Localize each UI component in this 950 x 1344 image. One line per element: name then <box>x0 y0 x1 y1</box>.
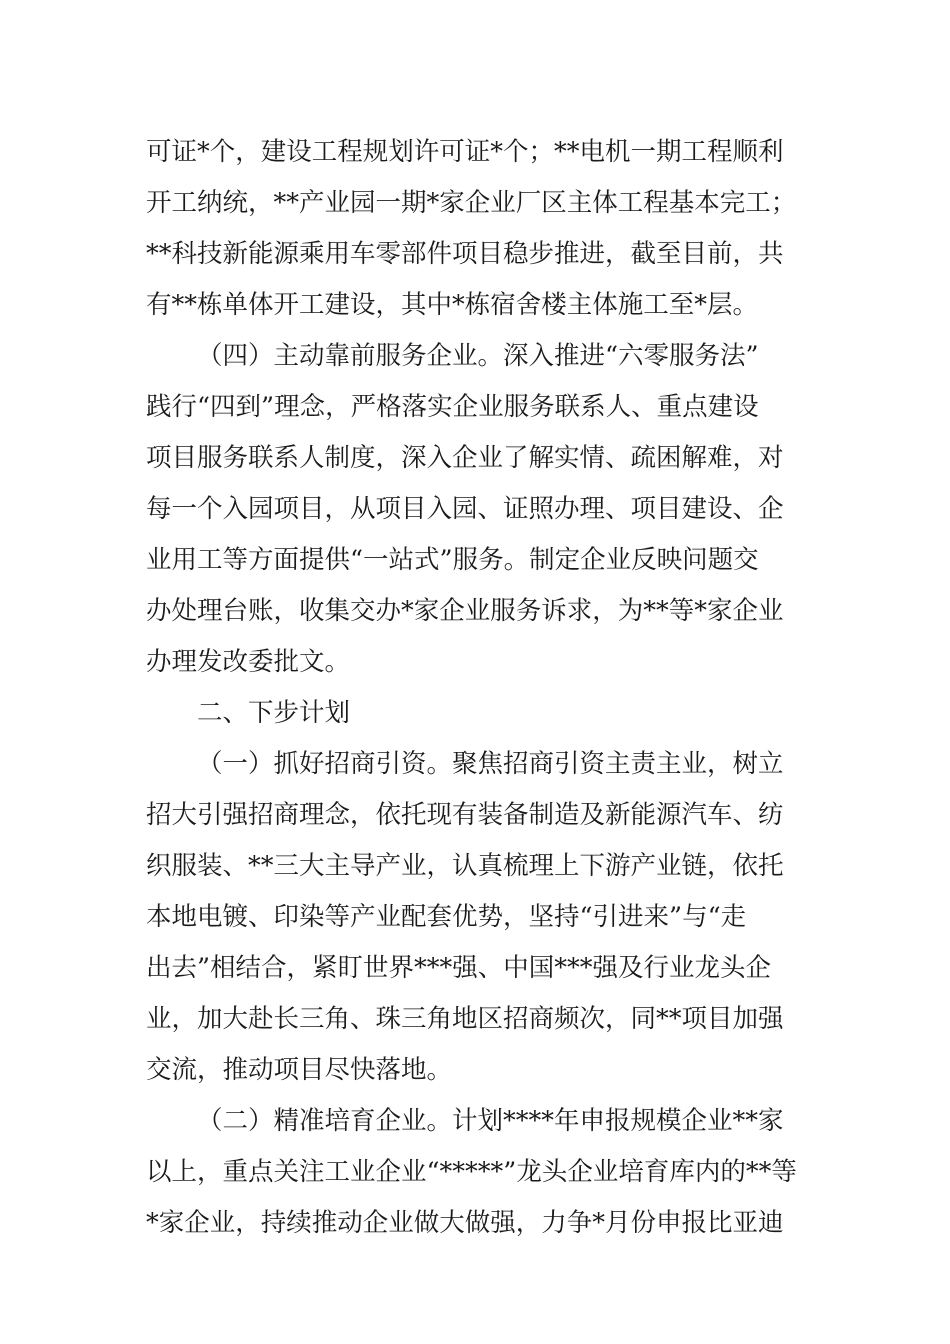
text-line: 业，加大赴长三角、珠三角地区招商频次，同**项目加强 <box>146 1004 784 1034</box>
section-heading-4: （四）主动靠前服务企业。深入推进“六零服务法” <box>197 341 759 371</box>
text-line: 织服装、**三大主导产业，认真梳理上下游产业链，依托 <box>146 851 784 881</box>
text-line: 交流，推动项目尽快落地。 <box>146 1055 453 1085</box>
text-line: 有**栋单体开工建设，其中*栋宿舍楼主体施工至*层。 <box>146 290 759 320</box>
text-line: 每一个入园项目，从项目入园、证照办理、项目建设、企 <box>146 494 784 524</box>
subsection-heading-2: （二）精准培育企业。计划****年申报规模企业**家 <box>197 1106 784 1136</box>
text-line: 以上，重点关注工业企业“*****”龙头企业培育库内的**等 <box>146 1157 797 1187</box>
text-line: 业用工等方面提供“一站式”服务。制定企业反映问题交 <box>146 545 759 575</box>
text-line: 可证*个，建设工程规划许可证*个；**电机一期工程顺利 <box>146 137 784 167</box>
text-line: 本地电镀、印染等产业配套优势，坚持“引进来”与“走 <box>146 902 747 932</box>
text-line: **科技新能源乘用车零部件项目稳步推进，截至目前，共 <box>146 239 784 269</box>
section-heading-next-steps: 二、下步计划 <box>197 698 351 728</box>
text-line: 出去”相结合，紧盯世界***强、中国***强及行业龙头企 <box>146 953 772 983</box>
subsection-heading-1: （一）抓好招商引资。聚焦招商引资主责主业，树立 <box>197 749 784 779</box>
text-line: 招大引强招商理念，依托现有装备制造及新能源汽车、纺 <box>146 800 784 830</box>
text-line: 开工纳统，**产业园一期*家企业厂区主体工程基本完工； <box>146 188 797 218</box>
document-body <box>146 127 808 1249</box>
text-line: 办理发改委批文。 <box>146 647 351 677</box>
text-line: 办处理台账，收集交办*家企业服务诉求，为**等*家企业 <box>146 596 784 626</box>
text-line: 践行“四到”理念，严格落实企业服务联系人、重点建设 <box>146 392 759 422</box>
text-line: *家企业，持续推动企业做大做强，力争*月份申报比亚迪 <box>146 1208 784 1238</box>
text-line: 项目服务联系人制度，深入企业了解实情、疏困解难，对 <box>146 443 784 473</box>
